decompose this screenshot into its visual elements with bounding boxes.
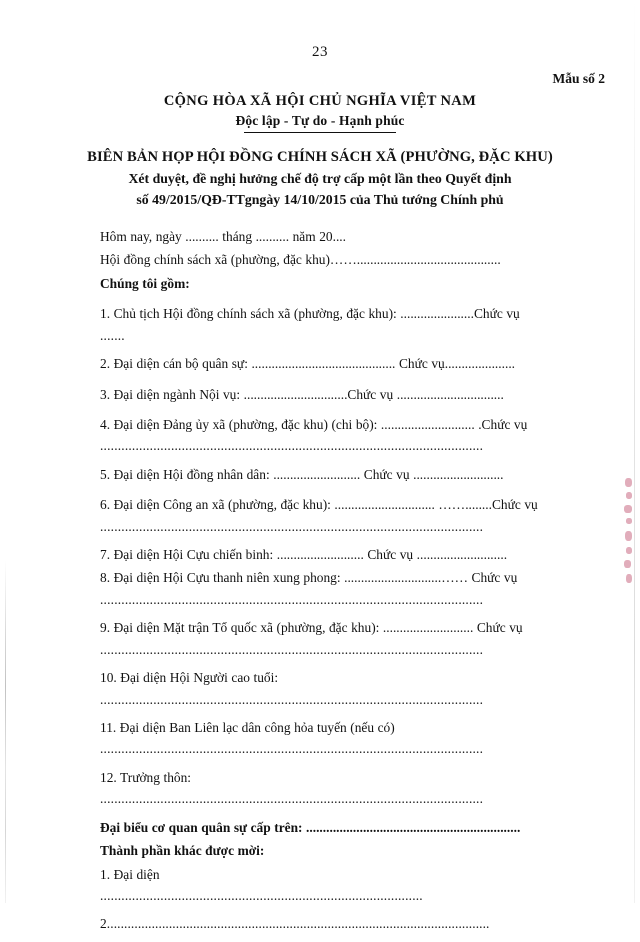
member-line-8: 8. Đại diện Hội Cựu thanh niên xung phong: .............................…… Chức vụ — [100, 570, 518, 586]
member-line-6-continuation: ............................................................................................................ — [100, 518, 484, 534]
superior-military-delegate-line: Đại biểu cơ quan quân sự cấp trên: ................................................................ — [100, 819, 521, 835]
other-invited-line-2: 2............................................................................................................... — [100, 916, 490, 932]
member-line-4-continuation: ............................................................................................................ — [100, 438, 484, 454]
member-line-8-continuation: ............................................................................................................ — [100, 591, 484, 607]
members-heading: Chúng tôi gồm: — [100, 275, 190, 291]
motto-underline — [244, 132, 396, 133]
member-line-4: 4. Đại diện Đảng ủy xã (phường, đặc khu) (chi bộ): ............................ .Chức vụ — [100, 416, 528, 432]
member-line-12: 12. Trưởng thôn: — [100, 769, 192, 785]
national-motto — [235, 113, 404, 136]
member-line-10-continuation: ............................................................................................................ — [100, 691, 484, 707]
member-line-3: 3. Đại diện ngành Nội vụ: ...............................Chức vụ ................................ — [100, 386, 504, 402]
member-line-1-continuation: ....... — [100, 327, 125, 343]
member-line-5: 5. Đại diện Hội đồng nhân dân: .......................... Chức vụ ........................... — [100, 466, 504, 482]
member-line-10: 10. Đại diện Hội Người cao tuổi: — [100, 670, 279, 686]
council-name-line: Hội đồng chính sách xã (phường, đặc khu)……........................................... — [100, 252, 501, 268]
margin-ink-mark — [624, 478, 633, 590]
national-title: CỘNG HÒA XÃ HỘI CHỦ NGHĨA VIỆT NAM — [163, 93, 477, 109]
member-line-9-continuation: ............................................................................................................ — [100, 641, 484, 657]
member-line-7: 7. Đại diện Hội Cựu chiến binh: .......................... Chức vụ ........................... — [100, 547, 508, 563]
national-header — [0, 92, 640, 136]
date-line: Hôm nay, ngày .......... tháng .......... năm 20.... — [100, 229, 346, 244]
other-invited-line-1: 1. Đại diện — [100, 866, 160, 882]
member-line-11-continuation: ............................................................................................................ — [100, 741, 484, 757]
member-line-1: 1. Chủ tịch Hội đồng chính sách xã (phường, đặc khu): ......................Chức vụ — [100, 306, 520, 322]
other-invited-line-1-continuation: ........................................................................................... — [100, 887, 423, 903]
document-title-line-2: Xét duyệt, đề nghị hưởng chế độ trợ cấp một lần theo Quyết định — [128, 171, 512, 187]
document-body — [100, 228, 548, 942]
other-invited-heading: Thành phần khác được mời: — [100, 843, 265, 859]
member-line-12-continuation: ............................................................................................................ — [100, 791, 484, 807]
member-line-9: 9. Đại diện Mặt trận Tổ quốc xã (phường, đặc khu): ........................... Chức vụ — [100, 620, 523, 636]
page-number: 23 — [312, 44, 328, 60]
form-code-label: Mẫu số 2 — [552, 71, 605, 86]
document-title-line-3: số 49/2015/QĐ-TTgngày 14/10/2015 của Thủ tướng Chính phủ — [136, 192, 504, 208]
document-title-block — [0, 148, 640, 209]
document-title-line-1: BIÊN BẢN HỌP HỘI ĐỒNG CHÍNH SÁCH XÃ (PHƯỜNG, ĐẶC KHU) — [87, 149, 553, 165]
member-line-11: 11. Đại diện Ban Liên lạc dân công hỏa tuyến (nếu có) — [100, 720, 395, 736]
national-motto-text: Độc lập - Tự do - Hạnh phúc — [235, 112, 405, 128]
member-line-2: 2. Đại diện cán bộ quân sự: ........................................... Chức vụ..................... — [100, 356, 516, 372]
member-line-6: 6. Đại diện Công an xã (phường, đặc khu): .............................. ……........Chức vụ — [100, 497, 538, 513]
